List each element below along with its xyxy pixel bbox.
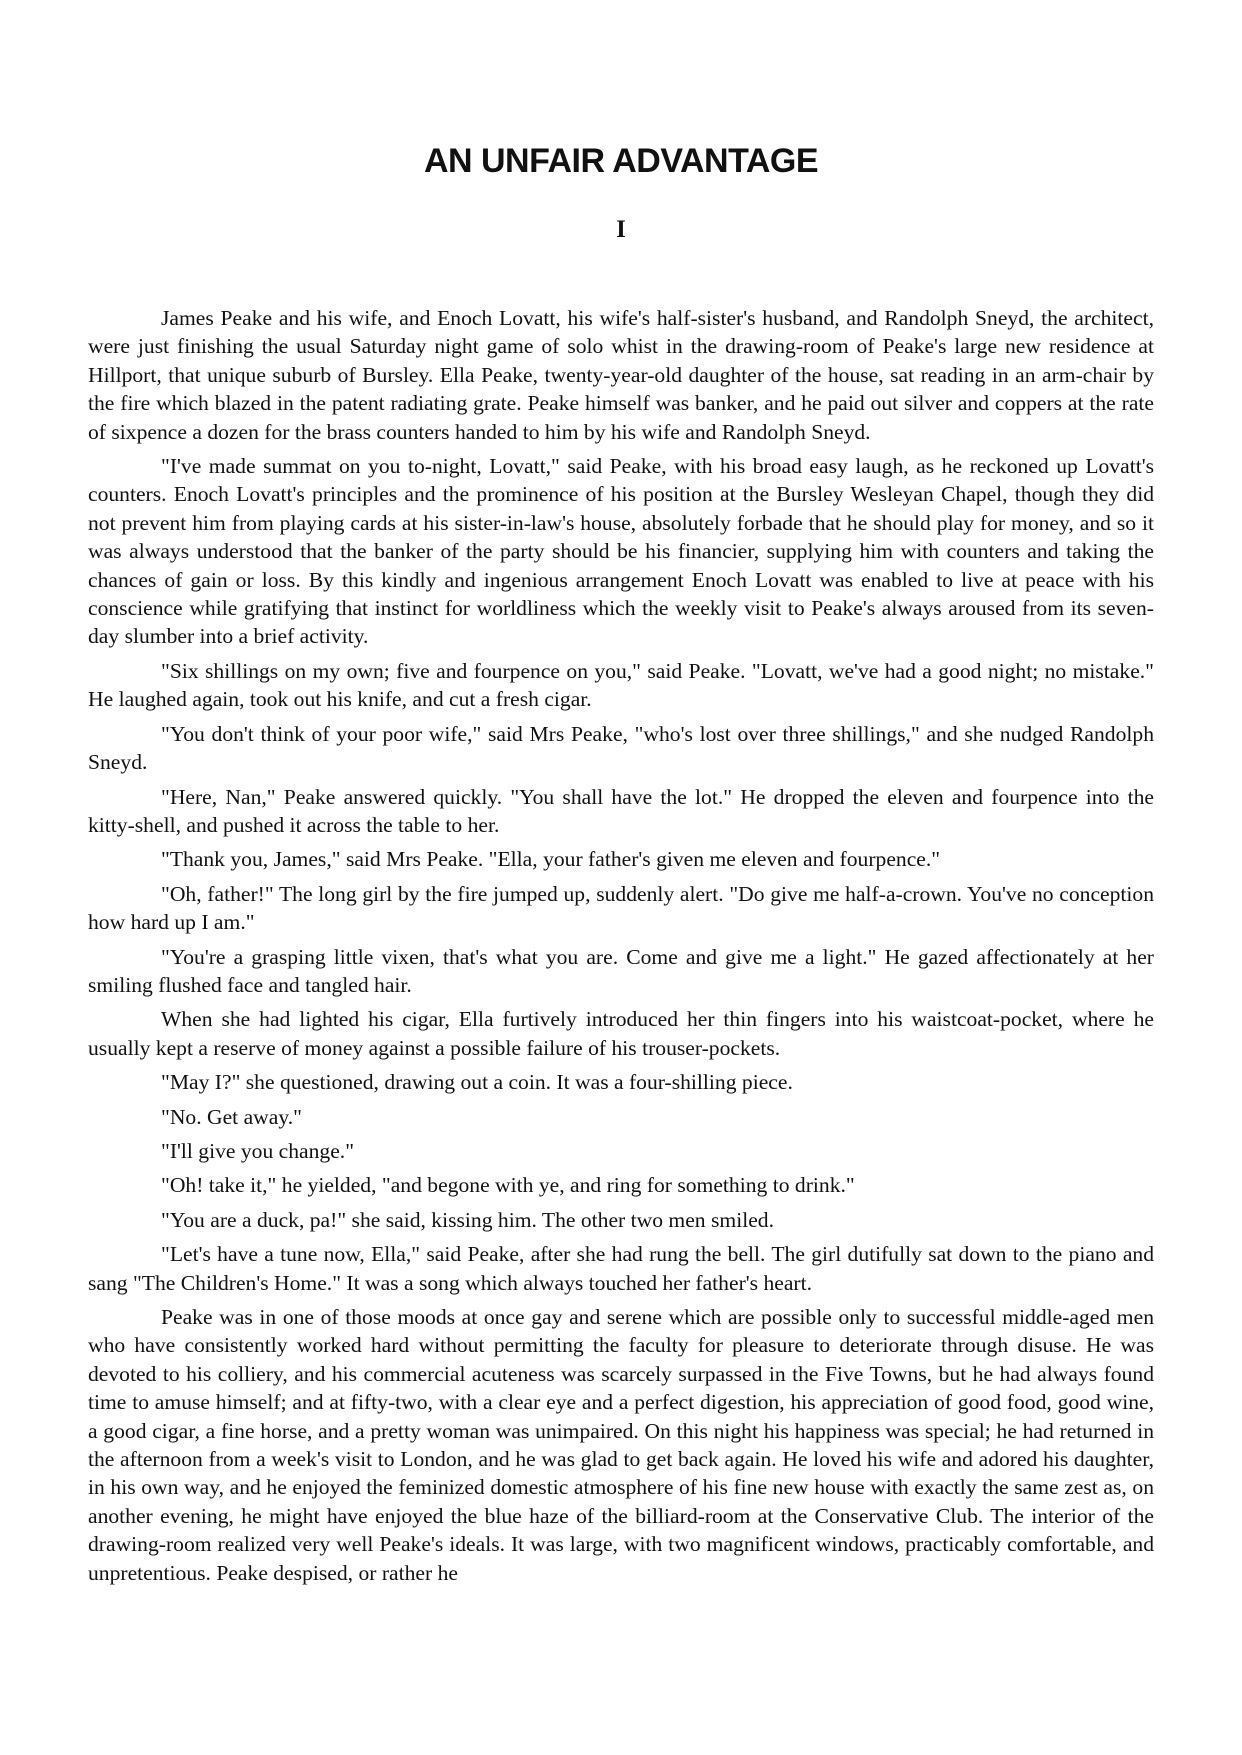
paragraph: "May I?" she questioned, drawing out a coin. It was a four-shilling piece. (161, 1070, 793, 1095)
paragraph: "You are a duck, pa!" she said, kissing him. The other two men smiled. (161, 1207, 774, 1232)
paragraph: "I'll give you change." (161, 1138, 355, 1163)
body-text (88, 304, 1154, 1587)
paragraph: "I've made summat on you to-night, Lovatt," said Peake, with his broad easy laugh, as he reckoned up Lovatt's counters. Enoch Lovatt's principles and the prominence of his position at the Bursley Wesleyan Chapel, though they did not prevent him from playing cards at his sister-in-law's house, absolutely forbade that he should play for money, and so it was always understood that the banker of the party should be his financier, supplying him with counters and taking the chances of gain or loss. By this kindly and ingenious arrangement Enoch Lovatt was enabled to live at peace with his conscience while gratifying that instinct for worldliness which the weekly visit to Peake's always aroused from its seven-day slumber into a brief activity. (88, 454, 1154, 649)
story-title: AN UNFAIR ADVANTAGE (423, 142, 819, 180)
paragraph: "Six shillings on my own; five and fourpence on you," said Peake. "Lovatt, we've had a good night; no mistake." He laughed again, took out his knife, and cut a fresh cigar. (88, 658, 1154, 712)
paragraph: James Peake and his wife, and Enoch Lovatt, his wife's half-sister's husband, and Randolph Sneyd, the architect, were just finishing the usual Saturday night game of solo whist in the drawing-room of Peake's large new residence at Hillport, that unique suburb of Bursley. Ella Peake, twenty-year-old daughter of the house, sat reading in an arm-chair by the fire which blazed in the patent radiating grate. Peake himself was banker, and he paid out silver and coppers at the rate of sixpence a dozen for the brass counters handed to him by his wife and Randolph Sneyd. (88, 306, 1154, 444)
paragraph: Peake was in one of those moods at once gay and serene which are possible only to successful middle-aged men who have consistently worked hard without permitting the faculty for pleasure to deteriorate through disuse. He was devoted to his colliery, and his commercial acuteness was scarcely surpassed in the Five Towns, but he had always found time to amuse himself; and at fifty-two, with a clear eye and a perfect digestion, his appreciation of good food, good wine, a good cigar, a fine horse, and a pretty woman was unimpaired. On this night his happiness was special; he had returned in the afternoon from a week's visit to London, and he was glad to get back again. He loved his wife and adored his daughter, in his own way, and he enjoyed the feminized domestic atmosphere of his fine new house with exactly the same zest as, on another evening, he might have enjoyed the blue haze of the billiard-room at the Conservative Club. The interior of the drawing-room realized very well Peake's ideals. It was large, with two magnificent windows, practicably comfortable, and unpretentious. Peake despised, or rather he (88, 1305, 1154, 1585)
paragraph: "Oh! take it," he yielded, "and begone with ye, and ring for something to drink." (161, 1173, 855, 1198)
paragraph: "Let's have a tune now, Ella," said Peake, after she had rung the bell. The girl dutifully sat down to the piano and sang "The Children's Home." It was a song which always touched her father's heart. (88, 1242, 1154, 1295)
paragraph: "Oh, father!" The long girl by the fire jumped up, suddenly alert. "Do give me half-a-crown. You've no conception how hard up I am." (88, 881, 1154, 935)
document-page (88, 0, 1154, 1593)
chapter-number: I (616, 216, 626, 243)
paragraph: "Thank you, James," said Mrs Peake. "Ella, your father's given me eleven and fourpence." (161, 847, 941, 872)
paragraph: When she had lighted his cigar, Ella furtively introduced her thin fingers into his waistcoat-pocket, where he usually kept a reserve of money against a possible failure of his trouser-pockets. (88, 1007, 1154, 1060)
paragraph: "No. Get away." (161, 1104, 302, 1129)
paragraph: "Here, Nan," Peake answered quickly. "You shall have the lot." He dropped the eleven and fourpence into the kitty-shell, and pushed it across the table to her. (88, 784, 1154, 837)
paragraph: "You don't think of your poor wife," said Mrs Peake, "who's lost over three shillings," and she nudged Randolph Sneyd. (88, 721, 1154, 775)
paragraph: "You're a grasping little vixen, that's what you are. Come and give me a light." He gazed affectionately at her smiling flushed face and tangled hair. (88, 944, 1154, 997)
